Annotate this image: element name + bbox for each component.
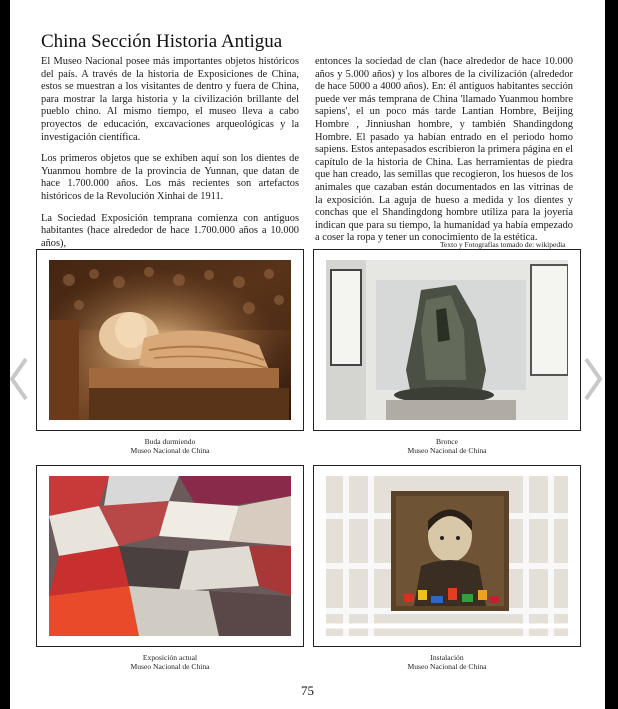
chevron-left-icon [8, 356, 30, 402]
buda-image [49, 260, 291, 420]
photo-buda [49, 260, 291, 420]
paragraph-4: entonces la sociedad de clan (hace alrededor de hace 10.000 años y 5.000 años) y los albores de la civilización (alrededor de hace 5000 a 4000 años). En: él antiguos habitantes sección puede ver más temprana de China 'llamado Yuanmou hombre sapiens', el un poco más tarde Lantian Hombre, Beijing Hombre , Jinniushan hombre, y también Shandingdong Hombre. El pasado ya habían entrado en el periodo homo sapiens. Estos antepasados escribieron la primera página en el capítulo de la historia de China. Las herramientas de piedra que han creado, las semillas que recogieron, los huesos de los animales que cazaban están documentados en las vitrinas de la exposición. La aguja de hueso a medida y los dientes y conchas que el Shandingdong hombre utiliza para la joyería indican que para su tiempo, la humanidad ya había empezado a coser la ropa y tener un conocimiento de la estética. [315, 56, 573, 244]
page-number: 75 [301, 683, 314, 698]
prev-page-button[interactable] [8, 356, 30, 402]
caption-title: Bronce [436, 437, 458, 446]
photo-frame-buda [36, 249, 304, 431]
caption-source: Museo Nacional de China [407, 446, 487, 455]
caption-instalacion [313, 653, 581, 671]
paragraph-1: El Museo Nacional posee más importantes objetos históricos del país. A través de la historia de Exposiciones de China, estos se muestran a los visitantes de dentro y fuera de China, para mostrar la larga historia y la civilización brillante del pueblo chino. Al mismo tiempo, el museo lleva a cabo proyectos de educación, excavaciones arqueológicas y la investigación científica. [41, 56, 299, 143]
caption-bronce [313, 437, 581, 455]
bronce-image [326, 260, 568, 420]
page-title: China Sección Historia Antigua [41, 31, 283, 52]
caption-exposicion [36, 653, 304, 671]
instalacion-image [326, 476, 568, 636]
magazine-page [10, 0, 605, 709]
photo-frame-bronce [313, 249, 581, 431]
photo-credit: Texto y Fotografías tomado de: wikipedia [440, 240, 566, 249]
photo-exposicion [49, 476, 291, 636]
paragraph-3: La Sociedad Exposición temprana comienza con antiguos habitantes (hace alrededor de hace 1.700.000 años a 10.000 años), [41, 212, 299, 249]
photo-frame-instalacion [313, 465, 581, 647]
caption-title: Instalación [430, 653, 464, 662]
photo-bronce [326, 260, 568, 420]
photo-instalacion [326, 476, 568, 636]
caption-buda [36, 437, 304, 455]
caption-title: Buda durmiendo [144, 437, 196, 446]
chevron-right-icon [582, 356, 604, 402]
text-column-right [315, 56, 573, 254]
next-page-button[interactable] [582, 356, 604, 402]
photo-frame-exposicion [36, 465, 304, 647]
caption-title: Exposición actual [142, 653, 198, 662]
caption-source: Museo Nacional de China [407, 662, 487, 671]
paragraph-2: Los primeros objetos que se exhiben aquí son los dientes de Yuanmou hombre de la provincia de Yunnan, que datan de hace 1.700.000 años. Los más recientes son artefactos históricos de la Revolución Xinhai de 1911. [41, 153, 299, 202]
exposicion-image [49, 476, 291, 636]
caption-source: Museo Nacional de China [130, 662, 210, 671]
caption-source: Museo Nacional de China [130, 446, 210, 455]
text-column-left [41, 56, 299, 259]
